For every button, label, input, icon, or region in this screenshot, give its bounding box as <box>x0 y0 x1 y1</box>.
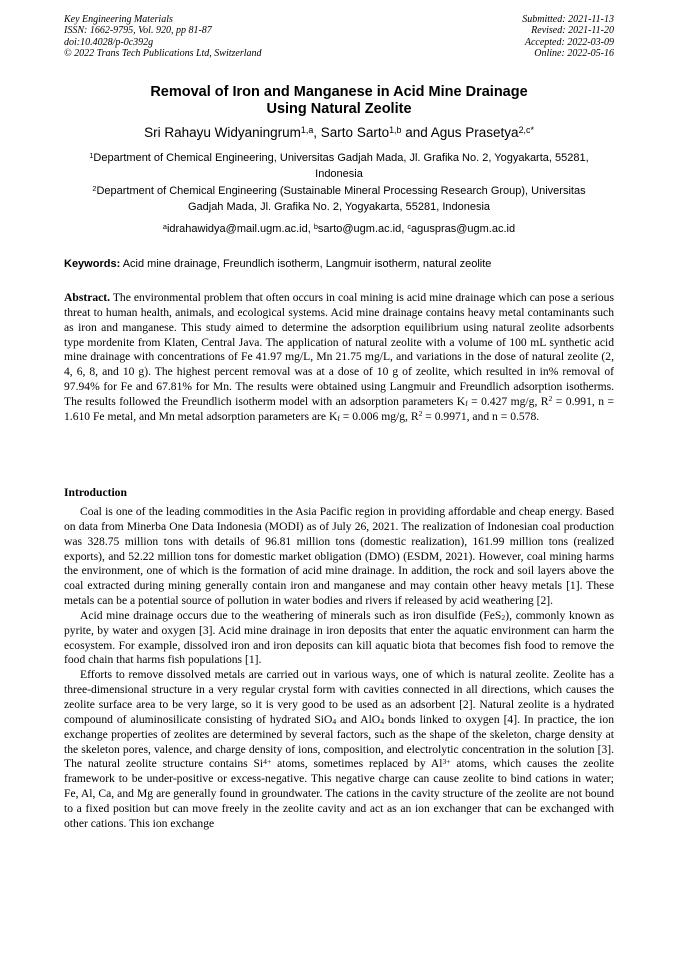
intro-paragraph-3 <box>64 668 614 831</box>
al-charge-superscript: 3+ <box>442 756 451 766</box>
journal-name: Key Engineering Materials <box>64 14 173 25</box>
intro-paragraph-2 <box>64 609 614 668</box>
copyright-notice: © 2022 Trans Tech Publications Ltd, Switzerland <box>64 48 262 60</box>
author-list <box>0 125 678 141</box>
title-line-1: Removal of Iron and Manganese in Acid Mine Drainage <box>150 84 528 100</box>
article-doi[interactable]: doi:10.4028/p-0c392g <box>64 36 154 48</box>
kf-subscript-2: f <box>337 414 340 424</box>
abstract-text-3: = 0.991, n = 1.610 Fe metal, and Mn metal adsorption parameters are K <box>64 394 615 423</box>
title-line-2: Using Natural Zeolite <box>266 101 412 117</box>
accepted-date: Accepted: 2022-03-09 <box>524 36 614 48</box>
intro-p3-text-a: Efforts to remove dissolved metals are carried out in various ways, one of which is natural zeolite. Zeolite has a three-dimensional structure in a very regular crystal form with cavities connected in all directions, which causes the zeolite surface area to be very large, so it is very good to be used as an adsorbent [2]. Natural zeolite is a hydrated compound of aluminosilicate consisting of hydrated SiO <box>64 668 614 726</box>
author-3-name: Agus Prasetya <box>430 125 519 140</box>
email-a[interactable]: idrahawidya@mail.ugm.ac.id <box>166 223 308 235</box>
affiliation-1 <box>80 151 598 182</box>
keywords-section <box>64 257 614 271</box>
affiliation-1-marker: 1 <box>89 150 94 160</box>
keywords-text: Acid mine drainage, Freundlich isotherm, Langmuir isotherm, natural zeolite <box>122 258 492 270</box>
email-separator: , <box>307 223 314 235</box>
abstract-text-1: The environmental problem that often occurs in coal mining is acid mine drainage which can pose a serious threat to human health, animals, and ecological systems. Acid mine drainage contains heavy metal contaminants such as iron and manganese. This study aimed to determine the adsorption equilibrium using natural zeolite adsorbents type mordenite from Klaten, Central Java. The application of natural zeolite with a volume of 100 mL synthetic acid mine drainage with concentrations of Fe 41.97 mg/L, Mn 21.75 mg/L, and variations in the dose of natural zeolite (2, 4, 6, 8, and 10 g). The highest percent removal was at a dose of 10 g of zeolite, which resulted in in% removal of 97.94% for Fe and 67.81% for Mn. The results were obtained using Langmuir and Freundlich adsorption isotherms. The results followed the Freundlich isotherm model with an adsorption parameters K <box>64 291 614 408</box>
abstract-text-5: = 0.9971, and n = 0.578. <box>422 409 540 423</box>
affiliation-2 <box>80 184 598 215</box>
abstract-text-2: = 0.427 mg/g, R <box>467 394 549 408</box>
introduction-body <box>64 505 614 832</box>
intro-p3-text-d: atoms, sometimes replaced by Al <box>271 757 443 771</box>
author-separator-2: and <box>401 125 431 140</box>
abstract-label: Abstract. <box>64 291 111 304</box>
journal-header-left <box>64 14 262 60</box>
author-separator-1: , <box>313 125 321 140</box>
sio4-subscript: 4 <box>332 717 337 727</box>
keywords-label: Keywords: <box>64 258 121 270</box>
section-heading-introduction: Introduction <box>64 486 127 499</box>
submitted-date: Submitted: 2021-11-13 <box>522 14 614 25</box>
abstract-text-4: = 0.006 mg/g, R <box>339 409 419 423</box>
online-date: Online: 2022-05-16 <box>534 48 614 60</box>
email-c-marker: c <box>407 221 411 231</box>
intro-p3-text-b: and AlO <box>336 712 381 726</box>
intro-p3-text-c: bonds linked to oxygen [4]. In practice, the ion exchange properties of zeolites are determined by several factors, such as the shape of the skeleton, charge density at the skeleton pores, valence, and charge density of ions, composition, and electrolytic concentration in the solution [3]. The natural zeolite structure contains Si <box>64 712 614 771</box>
author-2-name: Sarto Sarto <box>320 125 390 140</box>
si-charge-superscript: 4+ <box>263 756 272 766</box>
intro-paragraph-1: Coal is one of the leading commodities in the Asia Pacific region in providing affordable and cheap energy. Based on data from Minerba One Data Indonesia (MODI) as of July 26, 2021. The realization of Indonesian coal production was 328.75 million tons with details of 96.81 million tons (domestic realization), 161.99 million tons (realized exports), and 52.22 million tons for domestic market obligation (DMO) (ESDM, 2021). However, coal mining harms the environment, one of which is the formation of acid mine drainage. In addition, the rock and soil layers above the coal extracted during mining generally contain iron and manganese and may contain other heavy metals [1]. These metals can be a potential source of pollution in water bodies and rivers if released by acid weathering [2]. <box>64 505 614 608</box>
author-1-name: Sri Rahayu Widyaningrum <box>144 125 301 140</box>
r2-superscript-1: 2 <box>548 394 553 404</box>
journal-header-right <box>522 14 614 60</box>
r2-superscript-2: 2 <box>418 409 423 419</box>
author-2-affil-marker: 1,b <box>389 125 402 135</box>
fes2-subscript: 2 <box>501 613 506 623</box>
journal-issn: ISSN: 1662-9795, Vol. 920, pp 81-87 <box>64 25 212 37</box>
author-1-affil-marker: 1,a <box>300 125 314 135</box>
affiliation-2-text: Department of Chemical Engineering (Sustainable Mineral Processing Research Group), Universitas Gadjah Mada, Jl. Grafika No. 2, Yogyakarta, 55281, Indonesia <box>96 185 586 213</box>
paper-title <box>0 84 678 118</box>
email-b-marker: b <box>313 221 318 231</box>
abstract-section <box>64 291 614 425</box>
affiliation-1-text: Department of Chemical Engineering, Universitas Gadjah Mada, Jl. Grafika No. 2, Yogyakarta, 55281, Indonesia <box>93 152 589 180</box>
revised-date: Revised: 2021-11-20 <box>531 25 614 37</box>
author-emails <box>0 222 678 236</box>
alo4-subscript: 4 <box>380 717 385 727</box>
author-3-affil-marker: 2,c* <box>518 125 534 135</box>
email-a-marker: a <box>162 221 167 231</box>
affiliation-2-marker: 2 <box>92 183 97 193</box>
intro-p2-text-b: ), commonly known as pyrite, by water and oxygen [3]. Acid mine drainage in iron deposits that enter the aquatic environment can harm the ecosystem. For example, dissolved iron and iron deposits can kill aquatic biota that becomes fish food to remove the food chain that harms fish populations [1]. <box>64 608 615 667</box>
email-separator: , <box>401 223 408 235</box>
intro-p3-text-e: atoms, which causes the zeolite framework to be under-positive or excess-negative. This negative charge can cause zeolite to bind cations in water; Fe, Al, Ca, and Mg are generally found in groundwater. The cations in the cavity structure of the zeolite are not bound to a fixed position but can move freely in the zeolite cavity and act as an ion exchanger that can be exchanged with other cations. This ion exchange <box>64 757 614 830</box>
intro-p2-text-a: Acid mine drainage occurs due to the weathering of minerals such as iron disulfide (FeS <box>80 608 502 622</box>
kf-subscript-1: f <box>465 399 468 409</box>
email-b[interactable]: sarto@ugm.ac.id <box>317 223 402 235</box>
email-c[interactable]: aguspras@ugm.ac.id <box>410 223 516 235</box>
